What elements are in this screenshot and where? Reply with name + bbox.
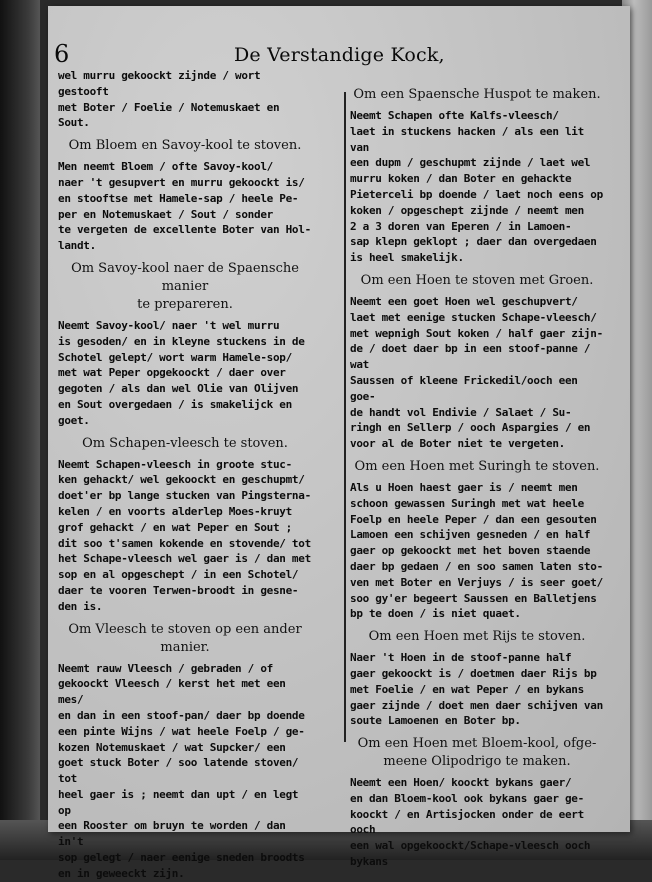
recipe-block [58, 137, 312, 254]
recipe-block [350, 86, 604, 266]
recipe-block [58, 435, 312, 615]
page-number: 6 [54, 40, 70, 68]
recipe-block [350, 735, 604, 870]
recipe-heading: Om Schapen-vleesch te stoven. [82, 435, 288, 451]
recipe-body: Neemt een Hoen/ koockt bykans gaer/ en dan Bloem-kool ook bykans gaer ge- koockt / en Artisjocken onder de eert ooch een wal opgekoockt/Schape-vleesch ooch bykans [350, 776, 591, 869]
recipe-body: Men neemt Bloem / ofte Savoy-kool/ naer 't gesupvert en murru gekoockt is/ en stooftse met Hamele-sap / heele Pe- per en Notemuskaet / Sout / sonder te vergeten de excellente Boter van Hol- landt. [58, 160, 311, 253]
recipe-block [58, 260, 312, 429]
left-column [58, 68, 312, 882]
recipe-body: Als u Hoen haest gaer is / neemt men schoon gewassen Suringh met wat heele Foelp en heele Peper / dan een gesouten Lamoen een schijven gesneden / en half gaer op gekoockt met het boven staende daer bp gedaen / en soo samen laten sto- ven met Boter en Verjuys / is seer goet/ soo gy'er begeert Saussen en Balletjens bp te doen / is niet quaet. [350, 480, 603, 621]
right-column [350, 68, 604, 870]
recipe-heading: Om een Spaensche Huspot te maken. [353, 87, 601, 102]
recipe-heading: Om Savoy-kool naer de Spaensche manier te prepareren. [71, 260, 299, 312]
recipe-body: Naer 't Hoen in de stoof-panne half gaer gekoockt is / doetmen daer Rijs bp met Foelie / en wat Peper / en bykans gaer zijnde / doet men daer schijven van soute Lamoenen en Boter bp. [350, 651, 603, 728]
recipe-heading: Om een Hoen te stoven met Groen. [360, 272, 594, 288]
recipe-heading: Om Vleesch te stoven op een ander manier. [68, 621, 302, 655]
recipe-body: Neemt Savoy-kool/ naer 't wel murru is gesoden/ en in kleyne stuckens in de Schotel gelept/ wort warm Hamele-sop/ met wat Peper opgekoockt / daer over gegoten / als dan wel Olie van Olijven en Sout overgedaen / is smakelijck en goet. [58, 318, 305, 427]
recipe-heading: Om een Hoen met Bloem-kool, ofge- meene Olipodrigo te maken. [357, 736, 597, 770]
recipe-body: Neemt rauw Vleesch / gebraden / of gekoockt Vleesch / kerst het met een mes/ en dan in een stoof-pan/ daer bp doende een pinte Wijns / wat heele Foelp / ge- kozen Notemuskaet / wat Supcker/ een goet stuck Boter / soo latende stoven/ tot heel gaer is ; neemt dan upt / en legt op een Rooster om bruyn te worden / dan in't sop gelegt / naer eenige sneden broodts en in geweeckt zijn. [58, 661, 305, 880]
recipe-heading: Om een Hoen met Rijs te stoven. [368, 629, 586, 645]
recipe-body: wel murru gekoockt zijnde / wort gestooft met Boter / Foelie / Notemuskaet en Sout. [58, 69, 280, 130]
running-title: De Verstandige Kock, [234, 44, 445, 66]
recipe-block [350, 458, 604, 622]
recipe-body: Neemt Schapen ofte Kalfs-vleesch/ laet in stuckens hacken / als een lit van een dupm / geschupmt zijnde / laet wel murru koken / dan Boter en gehackte Pieterceli bp doende / laet noch eens op koken / opgeschept zijnde / neemt men 2 a 3 doren van Eperen / in Lamoen- sap klepn geklopt ; daer dan overgedaen is heel smakelijk. [350, 109, 603, 265]
recipe-heading: Om een Hoen met Suringh te stoven. [354, 458, 600, 474]
column-divider [344, 92, 346, 742]
recipe-continuation [58, 68, 312, 131]
recipe-block [58, 621, 312, 882]
recipe-body: Neemt Schapen-vleesch in groote stuc- ken gehackt/ wel gekoockt en geschupmt/ doet'er bp lange stucken van Pingsterna- kelen / en voorts alderlep Moes-kruyt grof gehackt / en wat Peper en Sout ; dit soo t'samen kokende en stovende/ tot het Schape-vleesch wel gaer is / dan met sop en al opgeschept / in een Schotel/ daer te vooren Terwen-broodt in gesne- den is. [58, 457, 311, 613]
recipe-block [350, 272, 604, 452]
scan-background-left [0, 0, 40, 860]
recipe-heading: Om Bloem en Savoy-kool te stoven. [68, 138, 302, 154]
recipe-block [350, 628, 604, 729]
recipe-body: Neemt een goet Hoen wel geschupvert/ laet met eenige stucken Schape-vleesch/ met wepnigh Sout koken / half gaer zijn- de / doet daer bp in een stoof-panne / wat Saussen of kleene Frickedil/ooch een goe- de handt vol Endivie / Salaet / Su- ringh en Sellerp / ooch Aspargies / en voor al de Boter niet te vergeten. [350, 294, 603, 451]
page-header [54, 38, 574, 68]
